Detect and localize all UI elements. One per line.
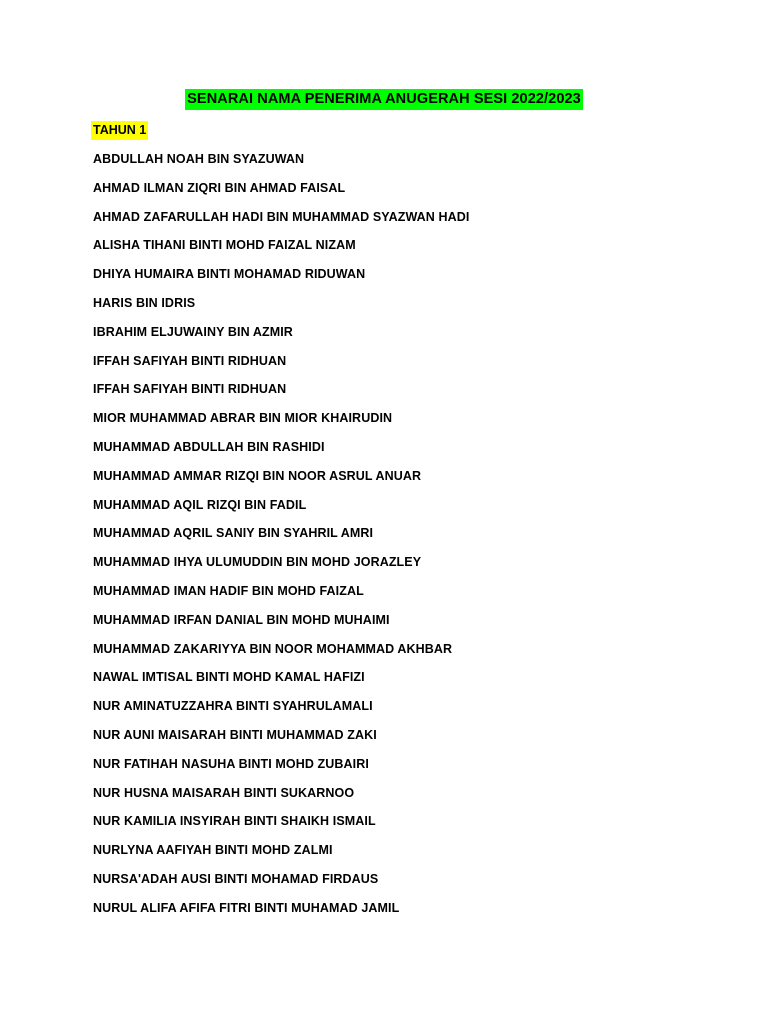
- list-item: IFFAH SAFIYAH BINTI RIDHUAN: [93, 382, 287, 397]
- title-container: [0, 89, 768, 110]
- list-item: IBRAHIM ELJUWAINY BIN AZMIR: [93, 324, 293, 339]
- list-item: HARIS BIN IDRIS: [93, 295, 196, 310]
- list-item: MUHAMMAD IMAN HADIF BIN MOHD FAIZAL: [93, 583, 364, 598]
- list-item: NUR AUNI MAISARAH BINTI MUHAMMAD ZAKI: [93, 727, 377, 742]
- list-item: ALISHA TIHANI BINTI MOHD FAIZAL NIZAM: [93, 238, 356, 253]
- list-item: AHMAD ILMAN ZIQRI BIN AHMAD FAISAL: [93, 180, 346, 195]
- list-item: MUHAMMAD AMMAR RIZQI BIN NOOR ASRUL ANUAR: [93, 468, 422, 483]
- list-item: MUHAMMAD IRFAN DANIAL BIN MOHD MUHAIMI: [93, 612, 390, 627]
- name-list: [93, 150, 469, 928]
- list-item: MUHAMMAD AQIL RIZQI BIN FADIL: [93, 497, 307, 512]
- list-item: NUR AMINATUZZAHRA BINTI SYAHRULAMALI: [93, 699, 373, 714]
- list-item: NURSA'ADAH AUSI BINTI MOHAMAD FIRDAUS: [93, 871, 379, 886]
- list-item: MIOR MUHAMMAD ABRAR BIN MIOR KHAIRUDIN: [93, 411, 393, 426]
- section-heading-tahun-1: TAHUN 1: [91, 121, 148, 140]
- list-item: MUHAMMAD ABDULLAH BIN RASHIDI: [93, 439, 325, 454]
- list-item: MUHAMMAD AQRIL SANIY BIN SYAHRIL AMRI: [93, 526, 374, 541]
- list-item: NURUL ALIFA AFIFA FITRI BINTI MUHAMAD JAMIL: [93, 900, 400, 915]
- list-item: NURLYNA AAFIYAH BINTI MOHD ZALMI: [93, 843, 333, 858]
- document-title: SENARAI NAMA PENERIMA ANUGERAH SESI 2022/2023: [185, 89, 583, 110]
- list-item: MUHAMMAD ZAKARIYYA BIN NOOR MOHAMMAD AKHBAR: [93, 641, 453, 656]
- list-item: ABDULLAH NOAH BIN SYAZUWAN: [93, 152, 305, 166]
- list-item: NUR KAMILIA INSYIRAH BINTI SHAIKH ISMAIL: [93, 814, 376, 829]
- list-item: NAWAL IMTISAL BINTI MOHD KAMAL HAFIZI: [93, 670, 365, 685]
- list-item: AHMAD ZAFARULLAH HADI BIN MUHAMMAD SYAZWAN HADI: [93, 209, 470, 224]
- list-item: NUR FATIHAH NASUHA BINTI MOHD ZUBAIRI: [93, 756, 369, 771]
- list-item: MUHAMMAD IHYA ULUMUDDIN BIN MOHD JORAZLEY: [93, 555, 422, 570]
- list-item: NUR HUSNA MAISARAH BINTI SUKARNOO: [93, 785, 355, 800]
- list-item: DHIYA HUMAIRA BINTI MOHAMAD RIDUWAN: [93, 267, 366, 282]
- list-item: IFFAH SAFIYAH BINTI RIDHUAN: [93, 353, 287, 368]
